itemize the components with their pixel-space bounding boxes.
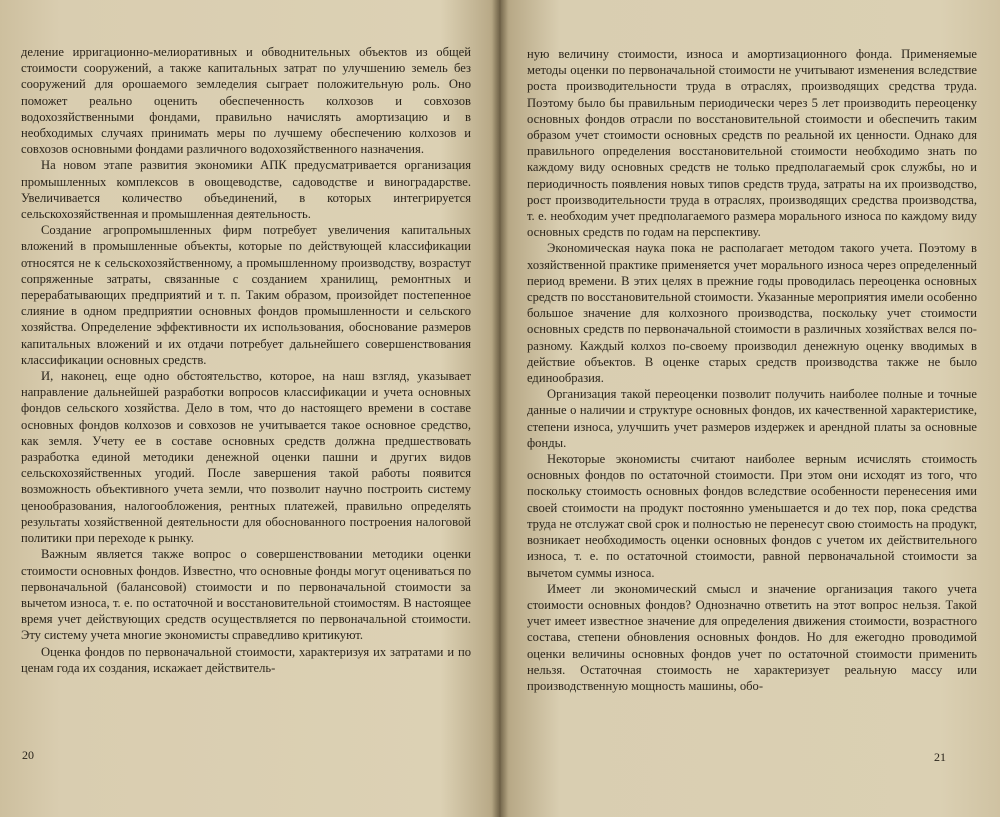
paragraph: Некоторые экономисты считают наиболее верным исчислять стоимость основных фондов по остаточной стоимости. При этом они исходят из того, что поскольку стоимость основных фондов вследствие особенности перенесения ими своей стоимости на продукт постоянно уменьшается и до тех пор, пока средства труда не отслужат свой срок и полностью не перенесут свою стоимость на продукт, возникает необходимость оценки основных фондов с учетом их действительного износа, т. е. по остаточной стоимости, равной первоначальной стоимости за вычетом суммы износа. xyxy=(527,452,977,580)
paragraph: Оценка фондов по первоначальной стоимости, характеризуя их затратами и по ценам года их создания, искажает действитель- xyxy=(21,644,471,675)
left-page xyxy=(0,0,498,817)
paragraph: Имеет ли экономический смысл и значение организация такого учета стоимости основных фондов? Однозначно ответить на этот вопрос нельзя. Такой учет имеет известное значение для определения движения стоимости, возрастного состава, степени обновления основных фондов. Но для ежегодно проводимой оценки величины основных фондов учет по остаточной стоимости применить нельзя. Остаточная стоимость не характеризует реальную массу или производственную мощность машины, обо- xyxy=(527,581,977,693)
left-text-column xyxy=(21,44,471,676)
paragraph: И, наконец, еще одно обстоятельство, которое, на наш взгляд, указывает направление дальнейшей разработки вопросов классификации и учета основных фондов сельского хозяйства. Дело в том, что до настоящего времени в составе основных фондов колхозов и совхозов не учитывается такое основное средство, как земля. Учету ее в составе основных средств должна предшествовать разработка единой методики денежной оценки пашни и других видов сельскохозяйственных угодий. После завершения такой работы появится возможность объективного учета земли, что позволит научно построить систему ценообразования, налогообложения, рентных платежей, правильно определять результаты хозяйственной деятельности для обоснованного построения налоговой политики при переходе к рынку. xyxy=(21,369,471,546)
paragraph: Создание агропромышленных фирм потребует увеличения капитальных вложений в промышленные объекты, которые по действующей классификации относятся не к сельскохозяйственному, а промышленному производству, возрастут сопряженные затраты, связанные с созданием хранилищ, ремонтных и перерабатывающих предприятий и т. п. Таким образом, произойдет постепенное слияние в одном предприятии основных фондов промышленности и сельского хозяйства. Определение эффективности их использования, обоснование размеров капитальных вложений и их отдачи потребует дальнейшего совершенствования классификации основных средств. xyxy=(21,223,471,367)
paragraph: Экономическая наука пока не располагает методом такого учета. Поэтому в хозяйственной практике применяется учет морального износа через определенный период времени. В этих целях в прежние годы проводилась переоценка основных средств по восстановительной стоимости. Указанные мероприятия имели особенно большое значение для колхозного производства, поскольку учет стоимости основных средств по первоначальной стоимости в различных хозяйствах велся по-разному. Каждый колхоз по-своему производил денежную оценку вводимых в действие объектов. В оценке старых средств производства также не было единообразия. xyxy=(527,241,977,386)
page-number: 20 xyxy=(22,748,34,762)
paragraph: Организация такой переоценки позволит получить наиболее полные и точные данные о наличии и структуре основных фондов, их качественной характеристике, степени износа, улучшить учет размеров издержек и арендной платы за основные фонды. xyxy=(527,387,977,450)
paragraph: ную величину стоимости, износа и амортизационного фонда. Применяемые методы оценки по первоначальной стоимости не учитывают изменения вследствие роста производительности труда в отраслях, производящих средства труда. Поэтому было бы правильным периодически через 5 лет производить переоценку основных фондов отрасли по восстановительной стоимости и обеспечить таким образом учет стоимости основных средств по реальной их ценности. Однако для правильного определения восстановительной стоимости необходимо знать по каждому виду основных средств не только предполагаемый срок службы, но и периодичность появления новых типов средств труда, затраты на их производство, рост производительности труда в отраслях, производящих средства производства, т. е. необходим учет предполагаемого размера морального износа по каждому виду основных средств по годам на перспективу. xyxy=(527,47,977,240)
paragraph: На новом этапе развития экономики АПК предусматривается организация промышленных комплексов в овощеводстве, садоводстве и виноградарстве. Увеличивается количество объединений, в которых интегрируется сельскохозяйственная и промышленная деятельность. xyxy=(21,158,471,222)
page-number: 21 xyxy=(934,750,946,764)
paragraph: деление ирригационно-мелиоративных и обводнительных объектов из общей стоимости сооружений, а также капитальных затрат по улучшению земель без сооружений для орошаемого земледелия сыграет положительную роль. Оно поможет реально оценить обеспеченность колхозов и совхозов водохозяйственными фондами, правильно начислять амортизацию и в необходимых случаях принимать меры по лучшему обеспечению колхозов и совхозов основными фондами различного водохозяйственного назначения. xyxy=(21,45,471,157)
right-page xyxy=(502,0,1000,817)
right-text-column xyxy=(527,46,977,694)
paragraph: Важным является также вопрос о совершенствовании методики оценки стоимости основных фондов. Известно, что основные фонды могут оцениваться по первоначальной (балансовой) стоимости и по первоначальной стоимости за вычетом износа, т. е. по остаточной и восстановительной стоимостям. В настоящее время учет действующих средств осуществляется по первоначальной стоимости. Эту систему учета многие экономисты справедливо критикуют. xyxy=(21,547,471,643)
